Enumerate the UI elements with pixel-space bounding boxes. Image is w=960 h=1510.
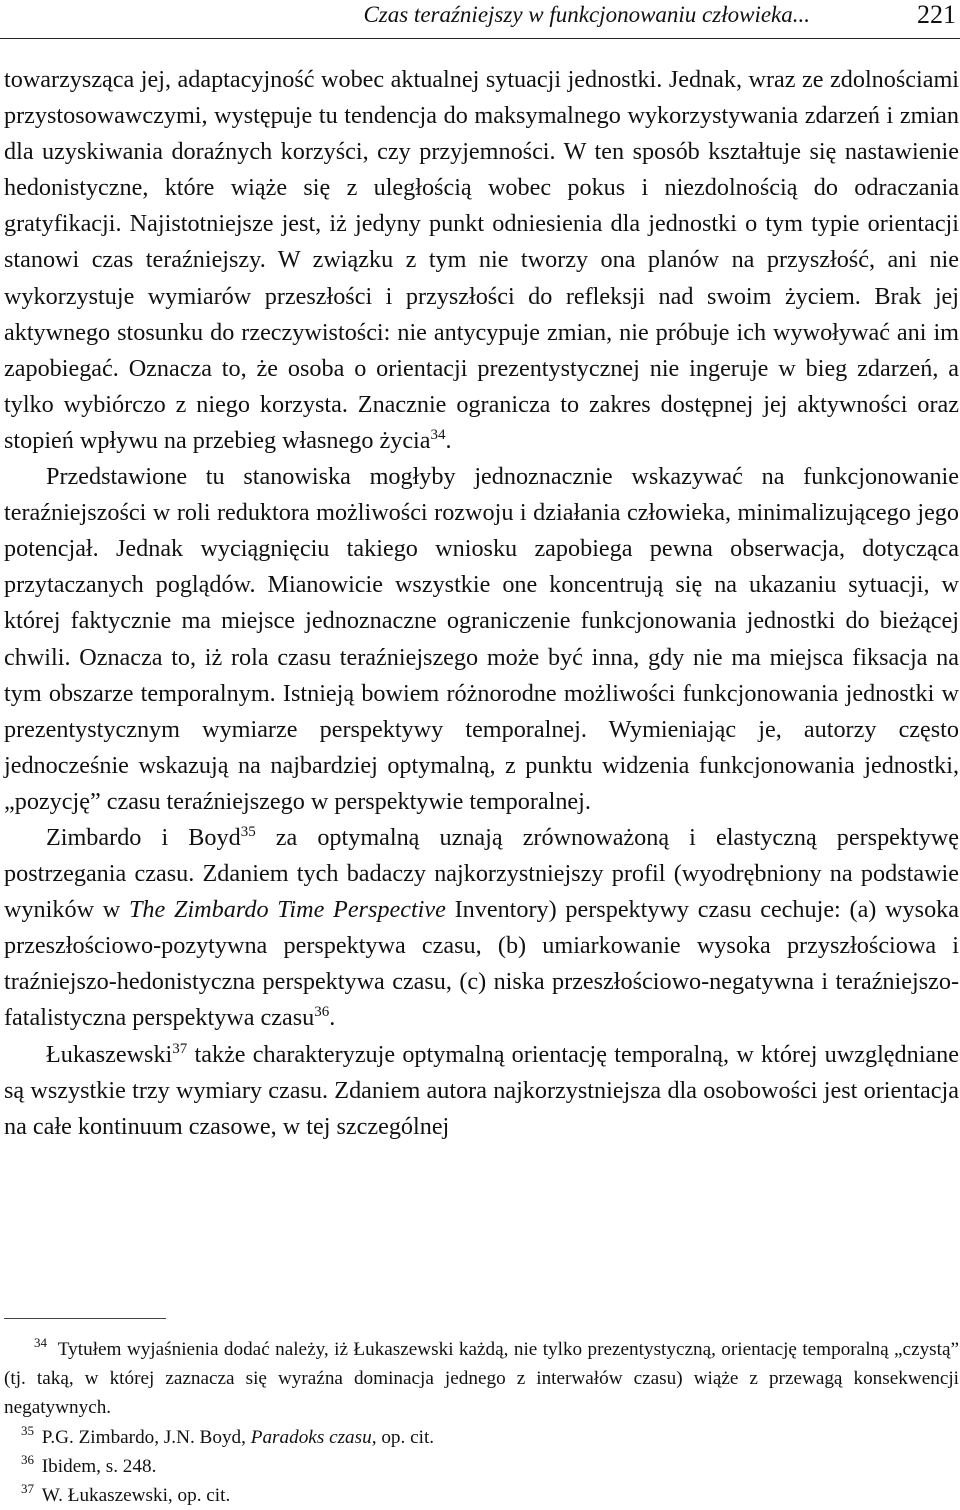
paragraph-1-end: .	[445, 426, 452, 454]
footnote-35-number: 35	[21, 1422, 34, 1438]
running-head: Czas teraźniejszy w funkcjonowaniu człowieka...	[363, 2, 810, 27]
footnote-34-number: 34	[34, 1335, 47, 1350]
paragraph-1-text: towarzysząca jej, adaptacyjność wobec aktualnej sytuacji jednostki. Jednak, wraz ze zdolnościami przystosowawczymi, występuje tu tendencja do maksymalnego wykorzystywania zdarzeń i zmian dla uzyskiwania doraźnych korzyści, czy przyjemności. W ten sposób kształtuje się nastawienie hedonistyczne, które wiąże się z uległością wobec pokus i niezdolnością do odraczania gratyfikacji. Najistotniejsze jest, iż jedyny punkt odniesienia dla jednostki o tym typie orientacji stanowi czas teraźniejszy. W związku z tym nie tworzy ona planów na przyszłość, ani nie wykorzystuje wymiarów przeszłości i przyszłości do refleksji nad swoim życiem. Brak jej aktywnego stosunku do rzeczywistości: nie antycypuje zmian, nie próbuje ich wywoływać ani im zapobiegać. Oznacza to, że osoba o orientacji prezentystycznej nie ingeruje w bieg zdarzeń, a tylko wybiórczo z niego korzysta. Znacznie ogranicza to zakres dostępnej jej aktywności oraz stopień wpływu na przebieg własnego życia	[4, 66, 959, 454]
paragraph-4-text-b: także charakteryzuje optymalną orientację temporalną, w której uwzględniane są wszystkie trzy wymiary czasu. Zdaniem autora najkorzystniejsza dla osobowości jest orientacja na całe kontinuum czasowe, w tej szczególnej	[4, 1040, 959, 1140]
footnote-35-title: Paradoks czasu,	[250, 1426, 377, 1448]
footnote-36-text: Ibidem, s. 248.	[41, 1455, 157, 1477]
paragraph-2: Przedstawione tu stanowiska mogłyby jednoznacznie wskazywać na funkcjonowanie teraźniejszości w roli reduktora możliwości rozwoju i działania człowieka, minimalizującego jego potencjał. Jednak wyciągnięciu takiego wniosku zapobiega pewna obserwacja, dotycząca przytaczanych poglądów. Mianowicie wszystkie one koncentrują się na ukazaniu sytuacji, w której faktycznie ma miejsce jednoznaczne ograniczenie funkcjonowania jednostki do bieżącej chwili. Oznacza to, iż rola czasu teraźniejszego może być inna, gdy nie ma miejsca fiksacja na tym obszarze temporalnym. Istnieją bowiem różnorodne możliwości funkcjonowania jednostki w prezentystycznym wymiarze perspektywy temporalnej. Wymieniając je, autorzy często jednocześnie wskazują na najbardziej optymalną, z punktu widzenia funkcjonowania jednostki, „pozycję” czasu teraźniejszego w perspektywie temporalnej.	[4, 463, 959, 815]
paragraph-3-end: .	[329, 1004, 336, 1032]
page-header	[0, 0, 960, 39]
footnote-ref-35[interactable]: 35	[240, 823, 256, 840]
paragraph-1	[4, 62, 959, 459]
footnote-ref-34[interactable]: 34	[430, 426, 446, 443]
paragraph-4	[4, 1037, 959, 1145]
paragraph-3-text-a: Zimbardo i Boyd	[46, 823, 241, 851]
footnotes	[4, 1335, 959, 1510]
footnote-35-text-a: P.G. Zimbardo, J.N. Boyd,	[41, 1426, 251, 1448]
footnote-rule	[4, 1318, 166, 1319]
paragraph-3-title: The Zimbardo Time Perspective	[128, 896, 446, 924]
paragraph-3	[4, 820, 959, 1037]
body-text	[4, 62, 959, 1145]
paragraph-4-text-a: Łukaszewski	[46, 1040, 173, 1068]
page-number: 221	[917, 0, 956, 29]
footnote-34	[4, 1335, 959, 1423]
footnote-37-text: W. Łukaszewski, op. cit.	[41, 1485, 231, 1507]
footnote-34-text: Tytułem wyjaśnienia dodać należy, iż Łukaszewski każdą, nie tylko prezentystyczną, orientację temporalną „czystą” (tj. taką, w której zaznacza się wyraźna dominacja jednego z interwałów czasu) wiąże z przewagą konsekwencji negatywnych.	[4, 1339, 960, 1419]
footnote-ref-37[interactable]: 37	[172, 1040, 188, 1057]
footnote-35-text-b: op. cit.	[376, 1426, 435, 1448]
footnote-37	[4, 1481, 959, 1510]
paragraph-3-text-c: Inventory) perspektywy czasu cechuje: (a) wysoka przeszłościowo-pozytywna perspektywa czasu, (b) umiarkowanie wysoka przyszłościowa i traźniejszo-hedonistyczna perspektywa czasu, (c) niska przeszłościowo-negatywna i teraźniejszo-fatalistyczna perspektywa czasu	[4, 896, 959, 1032]
footnote-36-number: 36	[21, 1451, 34, 1467]
footnote-ref-36[interactable]: 36	[314, 1004, 330, 1021]
paragraph-3-text-b: za optymalną uznają zrównoważoną i elastyczną perspektywę postrzegania czasu. Zdaniem tych badaczy najkorzystniejszy profil (wyodrębniony na podstawie wyników w	[4, 823, 960, 924]
footnote-35	[4, 1423, 959, 1452]
footnote-36	[4, 1452, 959, 1481]
footnote-37-number: 37	[21, 1481, 34, 1497]
